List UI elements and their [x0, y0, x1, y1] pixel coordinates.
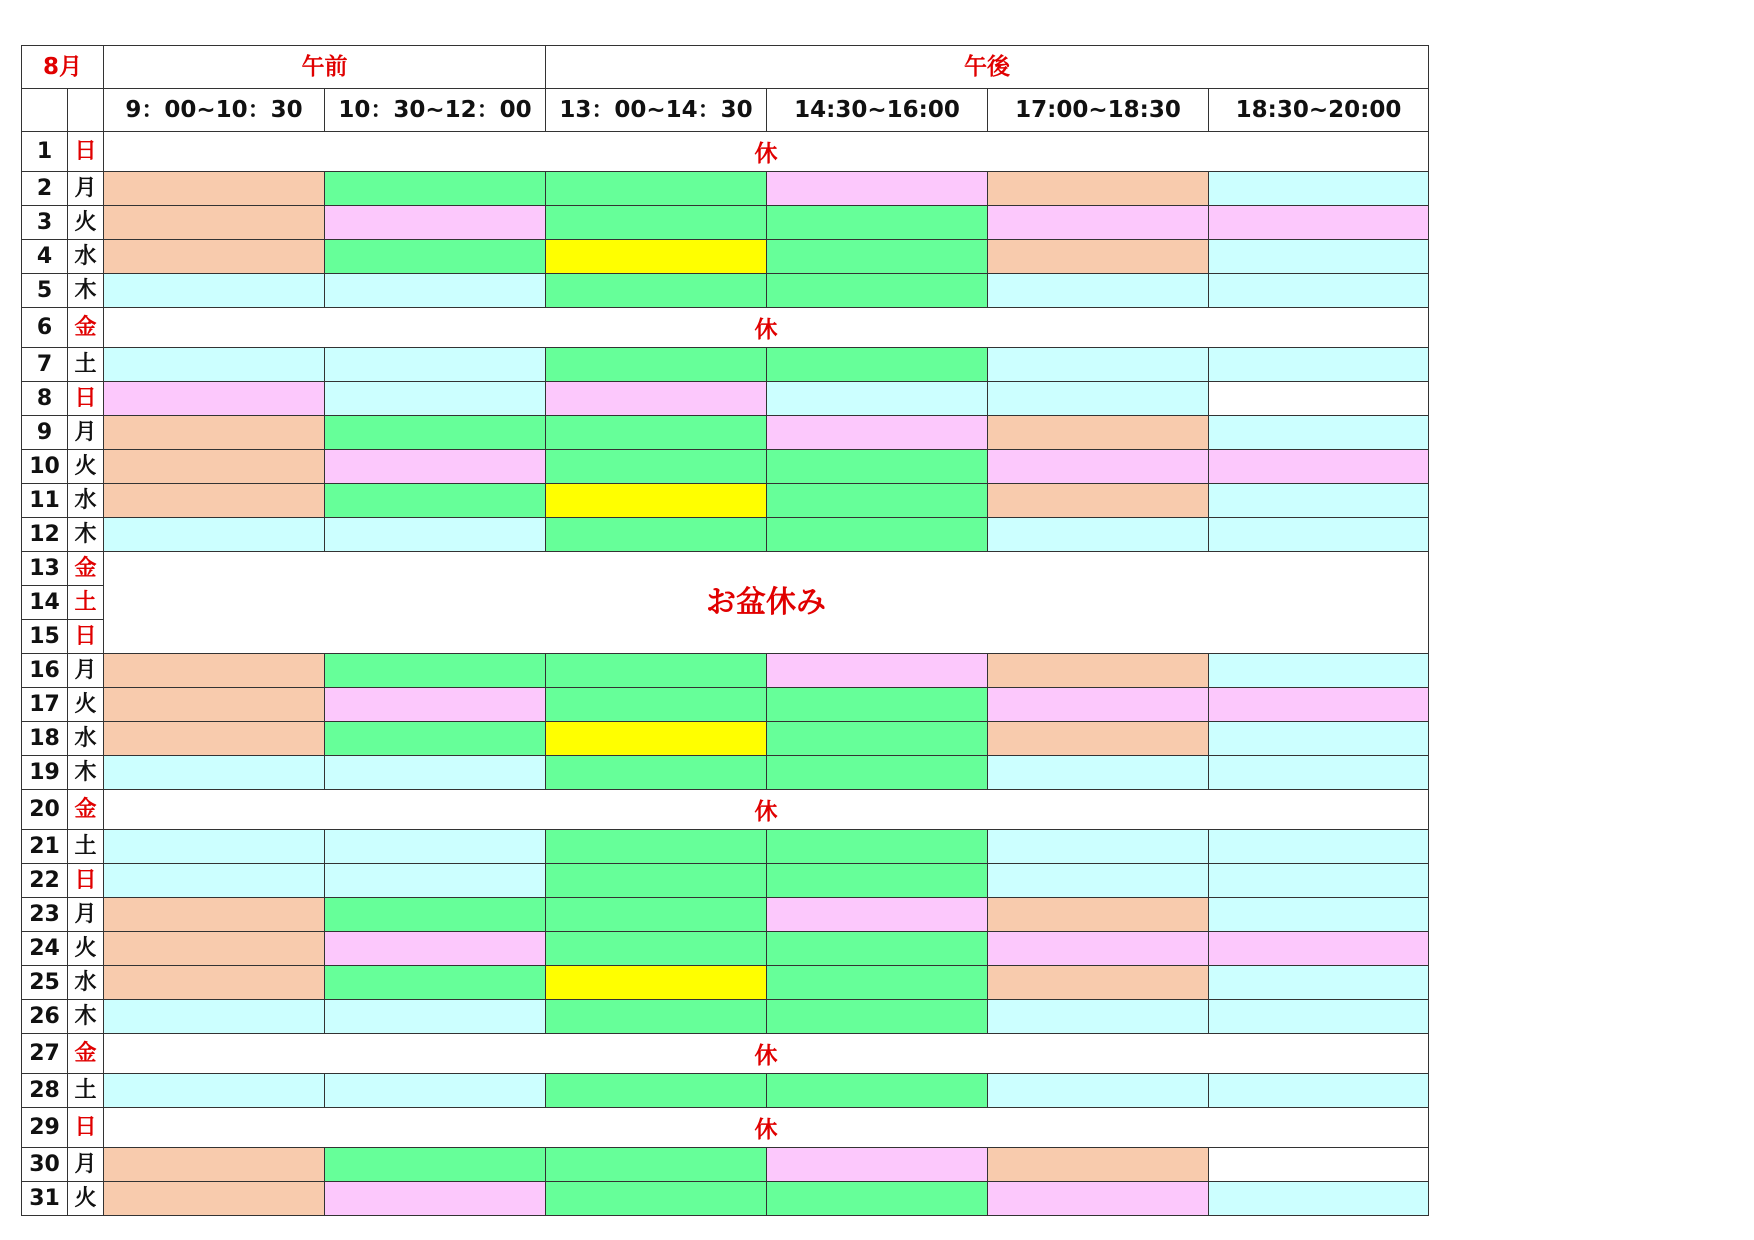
slot-cell	[546, 1000, 767, 1034]
weekday-label: 木	[68, 756, 104, 790]
slot-header: 14:30~16:00	[767, 89, 988, 132]
weekday-label: 木	[68, 518, 104, 552]
slot-cell	[767, 348, 988, 382]
slot-cell	[104, 1148, 325, 1182]
slot-cell	[1209, 172, 1429, 206]
slot-cell	[104, 722, 325, 756]
slot-cell	[1209, 830, 1429, 864]
weekday-label: 木	[68, 1000, 104, 1034]
day-row	[22, 1148, 1429, 1182]
day-number: 28	[22, 1074, 68, 1108]
day-number: 23	[22, 898, 68, 932]
slot-cell	[325, 416, 546, 450]
slot-cell	[546, 898, 767, 932]
slot-cell	[767, 898, 988, 932]
slot-cell	[546, 864, 767, 898]
day-number: 5	[22, 274, 68, 308]
slot-cell	[1209, 382, 1429, 416]
slot-cell	[1209, 756, 1429, 790]
slot-cell	[325, 864, 546, 898]
day-row	[22, 1108, 1429, 1148]
slot-cell	[325, 688, 546, 722]
slot-cell	[325, 1182, 546, 1216]
day-number: 11	[22, 484, 68, 518]
slot-cell	[1209, 654, 1429, 688]
day-row	[22, 518, 1429, 552]
slot-cell	[546, 932, 767, 966]
slot-cell	[104, 654, 325, 688]
weekday-label: 日	[68, 864, 104, 898]
day-number: 10	[22, 450, 68, 484]
day-row	[22, 1074, 1429, 1108]
day-row	[22, 654, 1429, 688]
slot-cell	[546, 966, 767, 1000]
day-row	[22, 1034, 1429, 1074]
slot-cell	[104, 416, 325, 450]
slot-cell	[325, 966, 546, 1000]
slot-cell	[767, 722, 988, 756]
slot-cell	[325, 932, 546, 966]
am-label: 午前	[104, 46, 546, 89]
slot-cell	[546, 1182, 767, 1216]
slot-cell	[325, 484, 546, 518]
day-row	[22, 864, 1429, 898]
slot-cell	[546, 206, 767, 240]
weekday-label: 日	[68, 1108, 104, 1148]
slot-cell	[104, 830, 325, 864]
slot-cell	[767, 864, 988, 898]
slot-cell	[546, 1074, 767, 1108]
weekday-label: 月	[68, 898, 104, 932]
slot-cell	[988, 450, 1209, 484]
day-row	[22, 132, 1429, 172]
slot-cell	[325, 206, 546, 240]
header-row-slots	[22, 89, 1429, 132]
slot-cell	[546, 274, 767, 308]
slot-cell	[1209, 274, 1429, 308]
day-number: 20	[22, 790, 68, 830]
slot-cell	[767, 484, 988, 518]
slot-cell	[767, 756, 988, 790]
slot-cell	[988, 898, 1209, 932]
weekday-label: 月	[68, 416, 104, 450]
slot-cell	[767, 450, 988, 484]
weekday-label: 土	[68, 348, 104, 382]
day-row	[22, 722, 1429, 756]
slot-cell	[1209, 450, 1429, 484]
slot-cell	[988, 1182, 1209, 1216]
weekday-label: 金	[68, 552, 104, 586]
slot-header: 13：00~14：30	[546, 89, 767, 132]
slot-cell	[767, 1074, 988, 1108]
slot-cell	[325, 450, 546, 484]
slot-cell	[325, 172, 546, 206]
weekday-label: 水	[68, 240, 104, 274]
slot-cell	[546, 348, 767, 382]
weekday-label: 火	[68, 688, 104, 722]
slot-cell	[546, 382, 767, 416]
slot-cell	[988, 722, 1209, 756]
closed-day-cell: 休	[104, 1034, 1429, 1074]
weekday-label: 月	[68, 172, 104, 206]
weekday-label: 水	[68, 966, 104, 1000]
slot-cell	[325, 756, 546, 790]
slot-cell	[767, 1148, 988, 1182]
day-number: 9	[22, 416, 68, 450]
slot-cell	[546, 518, 767, 552]
day-number: 19	[22, 756, 68, 790]
header-row-periods	[22, 46, 1429, 89]
slot-cell	[1209, 206, 1429, 240]
slot-cell	[104, 518, 325, 552]
weekday-label: 金	[68, 308, 104, 348]
slot-cell	[767, 830, 988, 864]
weekday-label: 金	[68, 790, 104, 830]
closed-day-cell: 休	[104, 132, 1429, 172]
slot-cell	[767, 966, 988, 1000]
slot-cell	[988, 932, 1209, 966]
weekday-label: 木	[68, 274, 104, 308]
slot-cell	[988, 172, 1209, 206]
slot-cell	[767, 240, 988, 274]
slot-cell	[1209, 518, 1429, 552]
slot-cell	[325, 898, 546, 932]
slot-cell	[1209, 966, 1429, 1000]
slot-cell	[546, 1148, 767, 1182]
slot-cell	[546, 484, 767, 518]
slot-cell	[104, 1074, 325, 1108]
day-row	[22, 966, 1429, 1000]
slot-cell	[988, 1074, 1209, 1108]
slot-cell	[767, 382, 988, 416]
day-number: 14	[22, 586, 68, 620]
slot-cell	[767, 274, 988, 308]
day-row	[22, 790, 1429, 830]
slot-cell	[1209, 1182, 1429, 1216]
slot-cell	[104, 966, 325, 1000]
day-row	[22, 1000, 1429, 1034]
day-row	[22, 1182, 1429, 1216]
slot-cell	[325, 1148, 546, 1182]
slot-cell	[104, 348, 325, 382]
slot-cell	[546, 172, 767, 206]
slot-header: 10：30~12：00	[325, 89, 546, 132]
slot-cell	[325, 1000, 546, 1034]
slot-cell	[546, 688, 767, 722]
slot-cell	[546, 416, 767, 450]
slot-cell	[767, 172, 988, 206]
day-number: 3	[22, 206, 68, 240]
day-row	[22, 688, 1429, 722]
slot-cell	[546, 722, 767, 756]
day-number: 29	[22, 1108, 68, 1148]
day-row	[22, 240, 1429, 274]
slot-cell	[988, 484, 1209, 518]
slot-cell	[104, 1000, 325, 1034]
slot-cell	[546, 756, 767, 790]
day-number: 6	[22, 308, 68, 348]
day-number: 12	[22, 518, 68, 552]
weekday-label: 水	[68, 484, 104, 518]
day-row	[22, 308, 1429, 348]
slot-cell	[104, 450, 325, 484]
slot-cell	[1209, 688, 1429, 722]
slot-cell	[988, 240, 1209, 274]
day-number: 7	[22, 348, 68, 382]
closed-day-cell: 休	[104, 1108, 1429, 1148]
slot-header: 17:00~18:30	[988, 89, 1209, 132]
day-number: 13	[22, 552, 68, 586]
slot-cell	[546, 654, 767, 688]
day-row	[22, 348, 1429, 382]
day-row	[22, 172, 1429, 206]
day-number: 25	[22, 966, 68, 1000]
slot-cell	[767, 932, 988, 966]
weekday-label: 月	[68, 654, 104, 688]
slot-cell	[767, 416, 988, 450]
day-row	[22, 206, 1429, 240]
obon-holiday-cell: お盆休み	[104, 552, 1429, 654]
weekday-label: 土	[68, 586, 104, 620]
slot-cell	[104, 898, 325, 932]
slot-cell	[767, 206, 988, 240]
slot-cell	[988, 830, 1209, 864]
day-number: 30	[22, 1148, 68, 1182]
slot-cell	[546, 450, 767, 484]
slot-cell	[988, 206, 1209, 240]
slot-cell	[988, 756, 1209, 790]
day-row	[22, 274, 1429, 308]
day-number: 16	[22, 654, 68, 688]
slot-cell	[1209, 348, 1429, 382]
closed-day-cell: 休	[104, 308, 1429, 348]
day-number: 4	[22, 240, 68, 274]
day-row	[22, 756, 1429, 790]
slot-cell	[104, 932, 325, 966]
slot-cell	[104, 240, 325, 274]
slot-cell	[104, 484, 325, 518]
day-number: 27	[22, 1034, 68, 1074]
slot-cell	[1209, 484, 1429, 518]
day-number: 24	[22, 932, 68, 966]
day-number: 22	[22, 864, 68, 898]
slot-cell	[104, 756, 325, 790]
closed-day-cell: 休	[104, 790, 1429, 830]
day-number: 8	[22, 382, 68, 416]
slot-cell	[325, 518, 546, 552]
slot-cell	[104, 382, 325, 416]
slot-cell	[767, 518, 988, 552]
slot-cell	[104, 688, 325, 722]
slot-cell	[1209, 1074, 1429, 1108]
day-number: 21	[22, 830, 68, 864]
day-number: 31	[22, 1182, 68, 1216]
slot-cell	[988, 1000, 1209, 1034]
day-row	[22, 830, 1429, 864]
weekday-label: 日	[68, 132, 104, 172]
slot-cell	[325, 240, 546, 274]
day-row	[22, 450, 1429, 484]
slot-cell	[988, 864, 1209, 898]
slot-cell	[1209, 722, 1429, 756]
weekday-label: 日	[68, 620, 104, 654]
slot-cell	[767, 688, 988, 722]
weekday-label: 火	[68, 450, 104, 484]
slot-cell	[988, 654, 1209, 688]
schedule-table	[21, 45, 1429, 1216]
slot-cell	[325, 1074, 546, 1108]
corner-cell-day	[22, 89, 68, 132]
slot-cell	[988, 966, 1209, 1000]
day-number: 18	[22, 722, 68, 756]
slot-cell	[1209, 898, 1429, 932]
weekday-label: 火	[68, 1182, 104, 1216]
weekday-label: 日	[68, 382, 104, 416]
day-row	[22, 416, 1429, 450]
day-row	[22, 484, 1429, 518]
slot-cell	[988, 688, 1209, 722]
slot-cell	[546, 830, 767, 864]
pm-label: 午後	[546, 46, 1429, 89]
slot-cell	[1209, 1148, 1429, 1182]
slot-cell	[104, 864, 325, 898]
slot-cell	[104, 206, 325, 240]
slot-cell	[988, 518, 1209, 552]
day-number: 15	[22, 620, 68, 654]
slot-cell	[325, 830, 546, 864]
weekday-label: 水	[68, 722, 104, 756]
day-number: 1	[22, 132, 68, 172]
slot-cell	[988, 416, 1209, 450]
slot-cell	[1209, 416, 1429, 450]
slot-cell	[767, 1182, 988, 1216]
slot-cell	[104, 172, 325, 206]
day-row	[22, 382, 1429, 416]
slot-cell	[1209, 864, 1429, 898]
day-number: 2	[22, 172, 68, 206]
weekday-label: 火	[68, 206, 104, 240]
slot-cell	[988, 348, 1209, 382]
slot-cell	[546, 240, 767, 274]
slot-cell	[325, 722, 546, 756]
slot-header: 9：00~10：30	[104, 89, 325, 132]
day-row	[22, 898, 1429, 932]
day-row	[22, 932, 1429, 966]
slot-cell	[988, 1148, 1209, 1182]
slot-cell	[1209, 1000, 1429, 1034]
slot-cell	[325, 274, 546, 308]
slot-cell	[1209, 932, 1429, 966]
slot-cell	[104, 274, 325, 308]
corner-cell-weekday	[68, 89, 104, 132]
day-number: 26	[22, 1000, 68, 1034]
day-number: 17	[22, 688, 68, 722]
slot-cell	[325, 654, 546, 688]
weekday-label: 土	[68, 1074, 104, 1108]
day-row	[22, 552, 1429, 586]
slot-cell	[104, 1182, 325, 1216]
slot-cell	[1209, 240, 1429, 274]
month-label: 8月	[22, 46, 104, 89]
weekday-label: 月	[68, 1148, 104, 1182]
slot-cell	[988, 274, 1209, 308]
slot-cell	[325, 348, 546, 382]
weekday-label: 土	[68, 830, 104, 864]
slot-cell	[988, 382, 1209, 416]
slot-cell	[325, 382, 546, 416]
slot-cell	[767, 1000, 988, 1034]
weekday-label: 火	[68, 932, 104, 966]
slot-cell	[767, 654, 988, 688]
slot-header: 18:30~20:00	[1209, 89, 1429, 132]
weekday-label: 金	[68, 1034, 104, 1074]
